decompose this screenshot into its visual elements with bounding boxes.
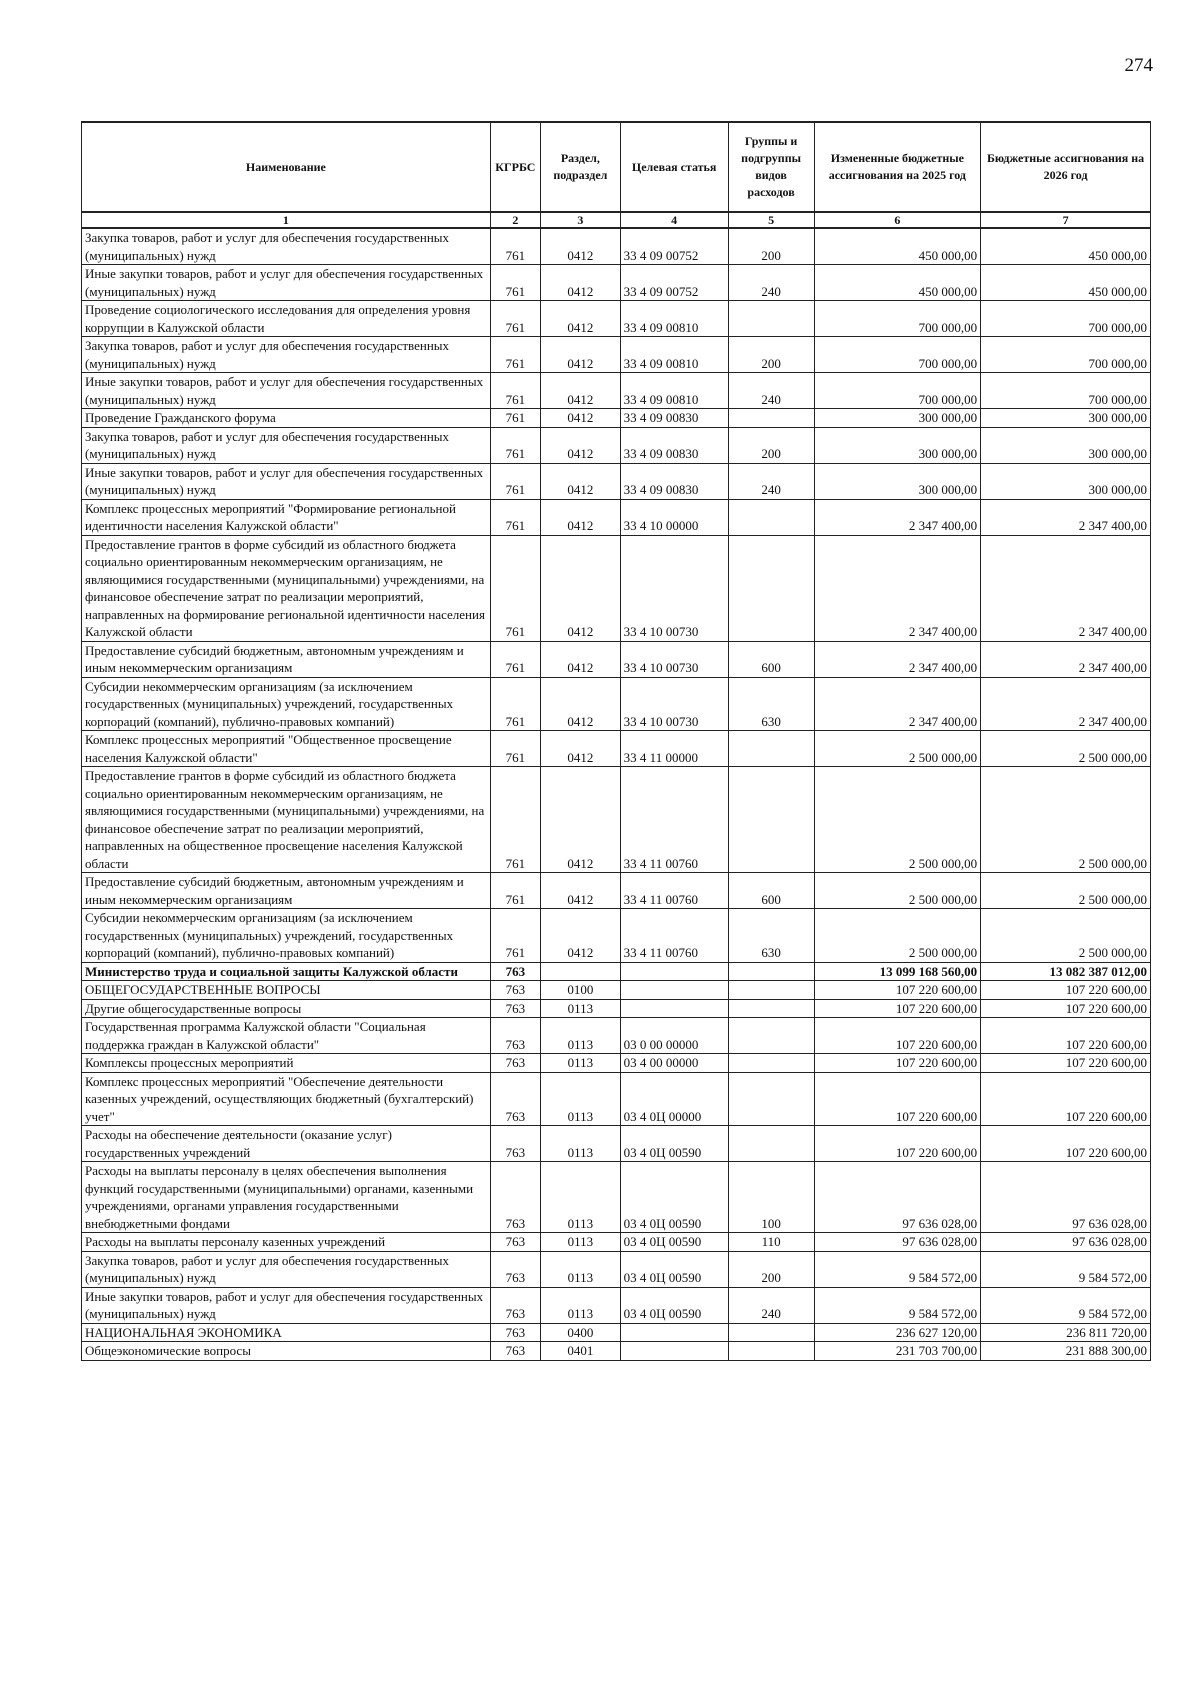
row-razdel: 0412 xyxy=(541,499,621,535)
table-header-row xyxy=(82,122,1151,212)
table-row xyxy=(82,873,1151,909)
row-kgrbs: 763 xyxy=(490,962,540,981)
row-razdel: 0412 xyxy=(541,301,621,337)
row-expense-type xyxy=(728,1054,814,1073)
col-number: 7 xyxy=(981,212,1151,228)
row-target-article: 03 4 0Ц 00590 xyxy=(620,1162,728,1233)
row-name: Расходы на выплаты персоналу казенных учреждений xyxy=(82,1233,491,1252)
row-target-article xyxy=(620,981,728,1000)
row-expense-type xyxy=(728,1072,814,1126)
row-amount-2026: 700 000,00 xyxy=(981,301,1151,337)
row-name: Проведение социологического исследования для определения уровня коррупции в Калужской области xyxy=(82,301,491,337)
header-gruppy: Группы и подгруппы видов расходов xyxy=(728,122,814,212)
row-amount-2025: 2 347 400,00 xyxy=(814,641,981,677)
row-target-article: 33 4 11 00760 xyxy=(620,767,728,873)
row-razdel: 0113 xyxy=(541,1162,621,1233)
row-kgrbs: 763 xyxy=(490,981,540,1000)
table-row xyxy=(82,677,1151,731)
row-amount-2025: 700 000,00 xyxy=(814,337,981,373)
row-target-article: 33 4 09 00810 xyxy=(620,301,728,337)
row-kgrbs: 763 xyxy=(490,1054,540,1073)
row-target-article: 33 4 09 00810 xyxy=(620,373,728,409)
row-amount-2025: 236 627 120,00 xyxy=(814,1323,981,1342)
table-row xyxy=(82,981,1151,1000)
col-number: 4 xyxy=(620,212,728,228)
page-number: 274 xyxy=(1124,55,1153,76)
row-name: Субсидии некоммерческим организациям (за исключением государственных (муниципальных) учреждений, государственных корпораций (компаний), публично-правовых компаний) xyxy=(82,677,491,731)
row-expense-type xyxy=(728,535,814,641)
row-target-article: 33 4 10 00730 xyxy=(620,535,728,641)
row-kgrbs: 761 xyxy=(490,337,540,373)
row-expense-type xyxy=(728,1342,814,1361)
row-expense-type: 240 xyxy=(728,265,814,301)
col-number: 2 xyxy=(490,212,540,228)
row-amount-2026: 2 500 000,00 xyxy=(981,909,1151,963)
row-amount-2025: 13 099 168 560,00 xyxy=(814,962,981,981)
row-expense-type: 630 xyxy=(728,909,814,963)
row-kgrbs: 761 xyxy=(490,228,540,265)
row-kgrbs: 763 xyxy=(490,1072,540,1126)
row-kgrbs: 761 xyxy=(490,641,540,677)
row-amount-2025: 107 220 600,00 xyxy=(814,1126,981,1162)
row-target-article: 33 4 09 00830 xyxy=(620,463,728,499)
row-razdel: 0113 xyxy=(541,1233,621,1252)
row-name: Закупка товаров, работ и услуг для обеспечения государственных (муниципальных) нужд xyxy=(82,427,491,463)
row-kgrbs: 761 xyxy=(490,373,540,409)
row-amount-2025: 700 000,00 xyxy=(814,373,981,409)
row-target-article: 33 4 11 00760 xyxy=(620,873,728,909)
row-name: Проведение Гражданского форума xyxy=(82,409,491,428)
row-expense-type: 600 xyxy=(728,641,814,677)
row-expense-type xyxy=(728,1018,814,1054)
header-2025: Измененные бюджетные ассигнования на 2025 год xyxy=(814,122,981,212)
row-target-article: 03 4 0Ц 00590 xyxy=(620,1233,728,1252)
table-row xyxy=(82,1162,1151,1233)
row-razdel: 0100 xyxy=(541,981,621,1000)
row-expense-type: 200 xyxy=(728,337,814,373)
row-kgrbs: 761 xyxy=(490,731,540,767)
row-amount-2025: 231 703 700,00 xyxy=(814,1342,981,1361)
table-row xyxy=(82,1342,1151,1361)
row-name: Комплекс процессных мероприятий "Общественное просвещение населения Калужской области" xyxy=(82,731,491,767)
row-name: Иные закупки товаров, работ и услуг для обеспечения государственных (муниципальных) нужд xyxy=(82,373,491,409)
budget-table xyxy=(81,121,1151,1361)
row-target-article xyxy=(620,1323,728,1342)
row-razdel: 0113 xyxy=(541,1126,621,1162)
row-target-article: 33 4 11 00760 xyxy=(620,909,728,963)
table-row xyxy=(82,731,1151,767)
row-kgrbs: 761 xyxy=(490,463,540,499)
row-target-article: 33 4 09 00810 xyxy=(620,337,728,373)
row-expense-type: 630 xyxy=(728,677,814,731)
row-amount-2025: 2 500 000,00 xyxy=(814,731,981,767)
row-amount-2025: 107 220 600,00 xyxy=(814,981,981,1000)
row-target-article: 33 4 09 00830 xyxy=(620,427,728,463)
row-amount-2025: 9 584 572,00 xyxy=(814,1251,981,1287)
row-target-article: 33 4 11 00000 xyxy=(620,731,728,767)
row-amount-2026: 450 000,00 xyxy=(981,228,1151,265)
row-target-article: 03 4 0Ц 00000 xyxy=(620,1072,728,1126)
row-razdel: 0412 xyxy=(541,767,621,873)
row-kgrbs: 763 xyxy=(490,1251,540,1287)
row-amount-2025: 97 636 028,00 xyxy=(814,1233,981,1252)
row-kgrbs: 761 xyxy=(490,265,540,301)
row-name: Предоставление субсидий бюджетным, автономным учреждениям и иным некоммерческим организациям xyxy=(82,873,491,909)
table-row xyxy=(82,1018,1151,1054)
row-target-article: 33 4 10 00000 xyxy=(620,499,728,535)
table-row xyxy=(82,373,1151,409)
row-amount-2025: 300 000,00 xyxy=(814,427,981,463)
row-expense-type xyxy=(728,301,814,337)
row-kgrbs: 761 xyxy=(490,677,540,731)
row-amount-2026: 2 500 000,00 xyxy=(981,767,1151,873)
row-amount-2025: 107 220 600,00 xyxy=(814,1018,981,1054)
row-amount-2025: 2 347 400,00 xyxy=(814,535,981,641)
row-name: Расходы на выплаты персоналу в целях обеспечения выполнения функций государственными (муниципальными) органами, казенными учреждениями, органами управления государственными внебюджетными фондами xyxy=(82,1162,491,1233)
row-expense-type: 600 xyxy=(728,873,814,909)
row-kgrbs: 763 xyxy=(490,1287,540,1323)
row-razdel: 0400 xyxy=(541,1323,621,1342)
row-name: Комплекс процессных мероприятий "Формирование региональной идентичности населения Калужской области" xyxy=(82,499,491,535)
row-target-article xyxy=(620,1342,728,1361)
table-row xyxy=(82,301,1151,337)
table-row xyxy=(82,228,1151,265)
table-body xyxy=(82,228,1151,1360)
row-name: Комплекс процессных мероприятий "Обеспечение деятельности казенных учреждений, осуществляющих бюджетный (бухгалтерский) учет" xyxy=(82,1072,491,1126)
table-row xyxy=(82,641,1151,677)
row-razdel: 0412 xyxy=(541,731,621,767)
row-razdel: 0412 xyxy=(541,535,621,641)
row-name: Закупка товаров, работ и услуг для обеспечения государственных (муниципальных) нужд xyxy=(82,337,491,373)
row-name: НАЦИОНАЛЬНАЯ ЭКОНОМИКА xyxy=(82,1323,491,1342)
row-target-article: 03 0 00 00000 xyxy=(620,1018,728,1054)
row-name: Общеэкономические вопросы xyxy=(82,1342,491,1361)
row-amount-2025: 300 000,00 xyxy=(814,463,981,499)
row-target-article: 03 4 0Ц 00590 xyxy=(620,1126,728,1162)
row-razdel: 0412 xyxy=(541,427,621,463)
row-expense-type xyxy=(728,962,814,981)
row-target-article: 03 4 0Ц 00590 xyxy=(620,1287,728,1323)
row-razdel: 0412 xyxy=(541,677,621,731)
header-2026: Бюджетные ассигнования на 2026 год xyxy=(981,122,1151,212)
row-name: Государственная программа Калужской области "Социальная поддержка граждан в Калужской области" xyxy=(82,1018,491,1054)
row-amount-2026: 9 584 572,00 xyxy=(981,1251,1151,1287)
row-amount-2026: 2 347 400,00 xyxy=(981,641,1151,677)
row-razdel: 0113 xyxy=(541,1287,621,1323)
row-razdel: 0412 xyxy=(541,641,621,677)
row-amount-2026: 13 082 387 012,00 xyxy=(981,962,1151,981)
table-row xyxy=(82,999,1151,1018)
table-row xyxy=(82,1251,1151,1287)
row-expense-type: 200 xyxy=(728,427,814,463)
row-amount-2026: 107 220 600,00 xyxy=(981,1018,1151,1054)
row-razdel xyxy=(541,962,621,981)
row-target-article: 03 4 0Ц 00590 xyxy=(620,1251,728,1287)
row-amount-2025: 107 220 600,00 xyxy=(814,999,981,1018)
row-expense-type xyxy=(728,981,814,1000)
table-row xyxy=(82,463,1151,499)
row-expense-type: 100 xyxy=(728,1162,814,1233)
row-razdel: 0412 xyxy=(541,373,621,409)
row-kgrbs: 761 xyxy=(490,409,540,428)
row-expense-type: 200 xyxy=(728,1251,814,1287)
row-kgrbs: 763 xyxy=(490,1162,540,1233)
row-expense-type xyxy=(728,999,814,1018)
row-name: Иные закупки товаров, работ и услуг для обеспечения государственных (муниципальных) нужд xyxy=(82,1287,491,1323)
row-name: Другие общегосударственные вопросы xyxy=(82,999,491,1018)
row-expense-type: 240 xyxy=(728,1287,814,1323)
row-name: Закупка товаров, работ и услуг для обеспечения государственных (муниципальных) нужд xyxy=(82,1251,491,1287)
row-razdel: 0412 xyxy=(541,463,621,499)
row-expense-type xyxy=(728,731,814,767)
row-amount-2025: 97 636 028,00 xyxy=(814,1162,981,1233)
table-row xyxy=(82,535,1151,641)
row-amount-2026: 97 636 028,00 xyxy=(981,1162,1151,1233)
row-razdel: 0113 xyxy=(541,1018,621,1054)
table-row xyxy=(82,265,1151,301)
row-amount-2026: 107 220 600,00 xyxy=(981,1072,1151,1126)
row-amount-2025: 300 000,00 xyxy=(814,409,981,428)
header-name: Наименование xyxy=(82,122,491,212)
row-name: Закупка товаров, работ и услуг для обеспечения государственных (муниципальных) нужд xyxy=(82,228,491,265)
row-amount-2026: 2 347 400,00 xyxy=(981,535,1151,641)
row-razdel: 0412 xyxy=(541,909,621,963)
row-amount-2026: 236 811 720,00 xyxy=(981,1323,1151,1342)
table-row xyxy=(82,409,1151,428)
row-amount-2025: 2 500 000,00 xyxy=(814,909,981,963)
table-row xyxy=(82,962,1151,981)
row-target-article: 33 4 09 00752 xyxy=(620,228,728,265)
row-name: Иные закупки товаров, работ и услуг для обеспечения государственных (муниципальных) нужд xyxy=(82,463,491,499)
row-kgrbs: 763 xyxy=(490,1126,540,1162)
row-expense-type: 200 xyxy=(728,228,814,265)
row-amount-2025: 107 220 600,00 xyxy=(814,1054,981,1073)
row-kgrbs: 761 xyxy=(490,873,540,909)
row-razdel: 0412 xyxy=(541,337,621,373)
header-cel: Целевая статья xyxy=(620,122,728,212)
table-row xyxy=(82,1287,1151,1323)
row-amount-2026: 700 000,00 xyxy=(981,337,1151,373)
row-kgrbs: 761 xyxy=(490,767,540,873)
row-target-article xyxy=(620,962,728,981)
header-kgrbs: КГРБС xyxy=(490,122,540,212)
row-target-article xyxy=(620,999,728,1018)
row-amount-2026: 9 584 572,00 xyxy=(981,1287,1151,1323)
row-amount-2026: 300 000,00 xyxy=(981,409,1151,428)
table-row xyxy=(82,1126,1151,1162)
table-row xyxy=(82,1072,1151,1126)
col-number: 1 xyxy=(82,212,491,228)
row-amount-2025: 450 000,00 xyxy=(814,265,981,301)
table-row xyxy=(82,499,1151,535)
row-name: Предоставление грантов в форме субсидий из областного бюджета социально ориентированным некоммерческим организациям, не являющимися государственными (муниципальными) учреждениями, на финансовое обеспечение затрат по реализации мероприятий, направленных на общественное просвещение населения Калужской области xyxy=(82,767,491,873)
row-name: ОБЩЕГОСУДАРСТВЕННЫЕ ВОПРОСЫ xyxy=(82,981,491,1000)
row-kgrbs: 761 xyxy=(490,427,540,463)
row-name: Субсидии некоммерческим организациям (за исключением государственных (муниципальных) учреждений, государственных корпораций (компаний), публично-правовых компаний) xyxy=(82,909,491,963)
row-amount-2026: 97 636 028,00 xyxy=(981,1233,1151,1252)
table-row xyxy=(82,767,1151,873)
row-expense-type: 240 xyxy=(728,463,814,499)
row-target-article: 33 4 09 00830 xyxy=(620,409,728,428)
row-kgrbs: 761 xyxy=(490,301,540,337)
row-amount-2026: 450 000,00 xyxy=(981,265,1151,301)
row-target-article: 33 4 10 00730 xyxy=(620,641,728,677)
row-name: Иные закупки товаров, работ и услуг для обеспечения государственных (муниципальных) нужд xyxy=(82,265,491,301)
row-kgrbs: 761 xyxy=(490,909,540,963)
row-amount-2025: 2 347 400,00 xyxy=(814,499,981,535)
row-razdel: 0412 xyxy=(541,409,621,428)
row-amount-2026: 107 220 600,00 xyxy=(981,981,1151,1000)
row-amount-2026: 2 347 400,00 xyxy=(981,499,1151,535)
row-name: Комплексы процессных мероприятий xyxy=(82,1054,491,1073)
row-expense-type xyxy=(728,1126,814,1162)
row-amount-2025: 700 000,00 xyxy=(814,301,981,337)
row-amount-2026: 700 000,00 xyxy=(981,373,1151,409)
col-number: 5 xyxy=(728,212,814,228)
row-razdel: 0113 xyxy=(541,1251,621,1287)
row-kgrbs: 763 xyxy=(490,1018,540,1054)
row-kgrbs: 763 xyxy=(490,1233,540,1252)
row-razdel: 0113 xyxy=(541,999,621,1018)
table-row xyxy=(82,1323,1151,1342)
header-razdel: Раздел, подраздел xyxy=(541,122,621,212)
row-amount-2026: 2 347 400,00 xyxy=(981,677,1151,731)
row-name: Расходы на обеспечение деятельности (оказание услуг) государственных учреждений xyxy=(82,1126,491,1162)
column-number-row xyxy=(82,212,1151,228)
row-amount-2026: 300 000,00 xyxy=(981,463,1151,499)
row-amount-2025: 2 347 400,00 xyxy=(814,677,981,731)
row-kgrbs: 761 xyxy=(490,499,540,535)
row-amount-2026: 107 220 600,00 xyxy=(981,1054,1151,1073)
row-expense-type: 240 xyxy=(728,373,814,409)
row-amount-2026: 2 500 000,00 xyxy=(981,873,1151,909)
row-kgrbs: 761 xyxy=(490,535,540,641)
row-name: Министерство труда и социальной защиты Калужской области xyxy=(82,962,491,981)
table-row xyxy=(82,1054,1151,1073)
row-kgrbs: 763 xyxy=(490,1323,540,1342)
row-amount-2026: 300 000,00 xyxy=(981,427,1151,463)
row-razdel: 0412 xyxy=(541,873,621,909)
row-razdel: 0113 xyxy=(541,1054,621,1073)
table-row xyxy=(82,427,1151,463)
row-amount-2025: 2 500 000,00 xyxy=(814,873,981,909)
table-row xyxy=(82,337,1151,373)
row-amount-2025: 107 220 600,00 xyxy=(814,1072,981,1126)
row-amount-2025: 2 500 000,00 xyxy=(814,767,981,873)
row-target-article: 33 4 09 00752 xyxy=(620,265,728,301)
row-target-article: 03 4 00 00000 xyxy=(620,1054,728,1073)
row-expense-type xyxy=(728,409,814,428)
row-expense-type xyxy=(728,1323,814,1342)
row-amount-2026: 231 888 300,00 xyxy=(981,1342,1151,1361)
row-expense-type: 110 xyxy=(728,1233,814,1252)
row-expense-type xyxy=(728,499,814,535)
row-amount-2025: 9 584 572,00 xyxy=(814,1287,981,1323)
row-razdel: 0401 xyxy=(541,1342,621,1361)
row-kgrbs: 763 xyxy=(490,999,540,1018)
row-amount-2026: 107 220 600,00 xyxy=(981,999,1151,1018)
row-amount-2025: 450 000,00 xyxy=(814,228,981,265)
col-number: 3 xyxy=(541,212,621,228)
col-number: 6 xyxy=(814,212,981,228)
table-row xyxy=(82,909,1151,963)
row-amount-2026: 107 220 600,00 xyxy=(981,1126,1151,1162)
row-name: Предоставление грантов в форме субсидий из областного бюджета социально ориентированным некоммерческим организациям, не являющимися государственными (муниципальными) учреждениями, на финансовое обеспечение затрат по реализации мероприятий, направленных на формирование региональной идентичности населения Калужской области xyxy=(82,535,491,641)
row-razdel: 0412 xyxy=(541,228,621,265)
table-row xyxy=(82,1233,1151,1252)
row-razdel: 0412 xyxy=(541,265,621,301)
row-kgrbs: 763 xyxy=(490,1342,540,1361)
row-razdel: 0113 xyxy=(541,1072,621,1126)
row-expense-type xyxy=(728,767,814,873)
row-name: Предоставление субсидий бюджетным, автономным учреждениям и иным некоммерческим организациям xyxy=(82,641,491,677)
row-target-article: 33 4 10 00730 xyxy=(620,677,728,731)
row-amount-2026: 2 500 000,00 xyxy=(981,731,1151,767)
